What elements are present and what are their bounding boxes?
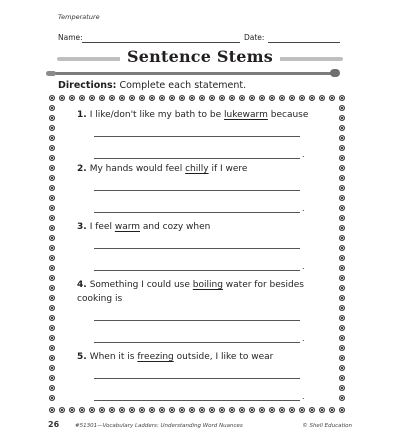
snowflake-dot-icon <box>339 105 344 110</box>
sentence-period: . <box>302 262 305 271</box>
snowflake-dot-icon <box>329 407 334 412</box>
snowflake-dot-icon <box>159 95 164 100</box>
snowflake-dot-icon <box>189 95 194 100</box>
snowflake-dot-icon <box>49 95 54 100</box>
snowflake-dot-icon <box>59 95 64 100</box>
answer-line[interactable] <box>94 378 300 379</box>
snowflake-dot-icon <box>339 255 344 260</box>
snowflake-dot-icon <box>269 95 274 100</box>
snowflake-dot-icon <box>279 407 284 412</box>
snowflake-dot-icon <box>339 175 344 180</box>
vocabulary-word: freezing <box>137 352 174 362</box>
snowflake-dot-icon <box>229 95 234 100</box>
snowflake-dot-icon <box>339 395 344 400</box>
answer-line[interactable] <box>94 136 300 137</box>
snowflake-dot-icon <box>49 275 54 280</box>
snowflake-dot-icon <box>49 195 54 200</box>
snowflake-dot-icon <box>339 345 344 350</box>
snowflake-dot-icon <box>219 407 224 412</box>
snowflake-dot-icon <box>199 95 204 100</box>
snowflake-dot-icon <box>309 95 314 100</box>
statement-item <box>77 108 309 122</box>
answer-line[interactable] <box>94 270 300 271</box>
snowflake-dot-icon <box>59 407 64 412</box>
snowflake-dot-icon <box>49 407 54 412</box>
snowflake-dot-icon <box>339 215 344 220</box>
snowflake-dot-icon <box>49 335 54 340</box>
publisher-credit: © Shell Education <box>302 423 352 429</box>
snowflake-dot-icon <box>49 345 54 350</box>
divider-end-right <box>330 69 340 77</box>
snowflake-dot-icon <box>79 95 84 100</box>
snowflake-dot-icon <box>309 407 314 412</box>
vocabulary-word: boiling <box>192 280 223 290</box>
answer-line[interactable] <box>94 342 300 343</box>
snowflake-dot-icon <box>339 355 344 360</box>
statement-number: 4. <box>77 280 87 290</box>
statement-number: 1. <box>77 110 87 120</box>
snowflake-dot-icon <box>339 375 344 380</box>
snowflake-dot-icon <box>239 95 244 100</box>
name-field-line[interactable] <box>82 42 240 43</box>
snowflake-dot-icon <box>339 407 344 412</box>
statement-item <box>77 278 309 306</box>
page-number: 26 <box>48 420 60 429</box>
snowflake-dot-icon <box>69 95 74 100</box>
snowflake-dot-icon <box>49 355 54 360</box>
snowflake-dot-icon <box>149 95 154 100</box>
statement-text-after: water for besides cooking is <box>77 280 304 304</box>
snowflake-dot-icon <box>49 395 54 400</box>
statement-number: 2. <box>77 164 87 174</box>
snowflake-dot-icon <box>119 95 124 100</box>
snowflake-dot-icon <box>49 145 54 150</box>
snowflake-dot-icon <box>339 225 344 230</box>
snowflake-dot-icon <box>259 407 264 412</box>
statement-item <box>77 220 309 234</box>
answer-line[interactable] <box>94 400 300 401</box>
directions-text: Complete each statement. <box>119 80 247 91</box>
snowflake-dot-icon <box>339 135 344 140</box>
snowflake-dot-icon <box>89 407 94 412</box>
snowflake-dot-icon <box>319 407 324 412</box>
snowflake-dot-icon <box>49 105 54 110</box>
statement-text-before: I like/don't like my bath to be <box>89 110 222 120</box>
snowflake-dot-icon <box>49 315 54 320</box>
snowflake-dot-icon <box>339 185 344 190</box>
snowflake-dot-icon <box>49 205 54 210</box>
snowflake-dot-icon <box>249 407 254 412</box>
snowflake-dot-icon <box>49 155 54 160</box>
snowflake-dot-icon <box>69 407 74 412</box>
snowflake-dot-icon <box>109 407 114 412</box>
snowflake-dot-icon <box>49 305 54 310</box>
answer-line[interactable] <box>94 190 300 191</box>
sentence-period: . <box>302 150 305 159</box>
vocabulary-word: lukewarm <box>224 110 268 120</box>
snowflake-dot-icon <box>139 407 144 412</box>
vocabulary-word: chilly <box>185 164 209 174</box>
snowflake-dot-icon <box>339 315 344 320</box>
answer-line[interactable] <box>94 158 300 159</box>
snowflake-dot-icon <box>49 225 54 230</box>
snowflake-dot-icon <box>339 95 344 100</box>
snowflake-dot-icon <box>49 385 54 390</box>
snowflake-dot-icon <box>79 407 84 412</box>
snowflake-dot-icon <box>269 407 274 412</box>
snowflake-dot-icon <box>49 185 54 190</box>
name-label: Name: <box>58 33 83 42</box>
snowflake-dot-icon <box>49 165 54 170</box>
date-field-line[interactable] <box>268 42 340 43</box>
snowflake-dot-icon <box>279 95 284 100</box>
answer-line[interactable] <box>94 320 300 321</box>
snowflake-dot-icon <box>339 305 344 310</box>
snowflake-dot-icon <box>239 407 244 412</box>
snowflake-dot-icon <box>259 95 264 100</box>
sentence-period: . <box>302 334 305 343</box>
snowflake-dot-icon <box>339 275 344 280</box>
snowflake-dot-icon <box>339 195 344 200</box>
snowflake-dot-icon <box>339 115 344 120</box>
vocabulary-word: warm <box>114 222 141 232</box>
date-label: Date: <box>244 33 265 42</box>
answer-line[interactable] <box>94 248 300 249</box>
snowflake-dot-icon <box>49 265 54 270</box>
snowflake-dot-icon <box>49 285 54 290</box>
snowflake-dot-icon <box>99 95 104 100</box>
statement-text-before: When it is <box>89 352 135 362</box>
snowflake-dot-icon <box>129 407 134 412</box>
snowflake-dot-icon <box>339 335 344 340</box>
snowflake-dot-icon <box>339 125 344 130</box>
snowflake-dot-icon <box>339 365 344 370</box>
snowflake-dot-icon <box>169 95 174 100</box>
directions <box>58 80 246 91</box>
snowflake-dot-icon <box>129 95 134 100</box>
snowflake-dot-icon <box>49 375 54 380</box>
page-footer <box>0 419 400 433</box>
directions-label: Directions: <box>58 80 117 91</box>
snowflake-dot-icon <box>49 365 54 370</box>
snowflake-dot-icon <box>339 285 344 290</box>
snowflake-dot-icon <box>299 95 304 100</box>
statement-item <box>77 162 309 176</box>
snowflake-dot-icon <box>159 407 164 412</box>
snowflake-dot-icon <box>49 175 54 180</box>
snowflake-dot-icon <box>49 325 54 330</box>
snowflake-dot-icon <box>339 295 344 300</box>
snowflake-dot-icon <box>139 95 144 100</box>
snowflake-dot-icon <box>49 235 54 240</box>
snowflake-dot-icon <box>219 95 224 100</box>
snowflake-dot-icon <box>339 165 344 170</box>
statement-text-before: I feel <box>89 222 112 232</box>
snowflake-dot-icon <box>49 125 54 130</box>
snowflake-dot-icon <box>329 95 334 100</box>
snowflake-dot-icon <box>99 407 104 412</box>
statement-text-after: and cozy when <box>142 222 211 232</box>
source-credit: #51301—Vocabulary Ladders: Understanding Word Nuances <box>75 423 243 429</box>
statement-text-before: Something I could use <box>89 280 190 290</box>
snowflake-dot-icon <box>249 95 254 100</box>
divider-rule <box>54 72 332 75</box>
page-title: Sentence Stems <box>57 47 343 66</box>
topic-label: Temperature <box>58 13 100 21</box>
statement-text-before: My hands would feel <box>89 164 183 174</box>
snowflake-dot-icon <box>229 407 234 412</box>
snowflake-dot-icon <box>209 407 214 412</box>
snowflake-dot-icon <box>339 235 344 240</box>
snowflake-dot-icon <box>49 245 54 250</box>
snowflake-dot-icon <box>339 385 344 390</box>
snowflake-dot-icon <box>149 407 154 412</box>
snowflake-dot-icon <box>339 245 344 250</box>
snowflake-dot-icon <box>339 265 344 270</box>
sentence-period: . <box>302 204 305 213</box>
snowflake-dot-icon <box>199 407 204 412</box>
statement-number: 3. <box>77 222 87 232</box>
snowflake-dot-icon <box>49 255 54 260</box>
snowflake-dot-icon <box>49 115 54 120</box>
answer-line[interactable] <box>94 212 300 213</box>
snowflake-dot-icon <box>339 325 344 330</box>
snowflake-dot-icon <box>339 205 344 210</box>
snowflake-dot-icon <box>339 155 344 160</box>
snowflake-dot-icon <box>119 407 124 412</box>
title-banner <box>57 47 343 71</box>
statement-item <box>77 350 309 364</box>
snowflake-dot-icon <box>49 135 54 140</box>
snowflake-dot-icon <box>109 95 114 100</box>
statement-text-after: outside, I like to wear <box>176 352 274 362</box>
snowflake-dot-icon <box>289 95 294 100</box>
statement-number: 5. <box>77 352 87 362</box>
snowflake-dot-icon <box>319 95 324 100</box>
statement-text-after: because <box>270 110 309 120</box>
snowflake-dot-icon <box>289 407 294 412</box>
snowflake-dot-icon <box>49 215 54 220</box>
statement-text-after: if I were <box>211 164 248 174</box>
snowflake-dot-icon <box>209 95 214 100</box>
snowflake-dot-icon <box>339 145 344 150</box>
snowflake-dot-icon <box>179 407 184 412</box>
snowflake-dot-icon <box>189 407 194 412</box>
snowflake-dot-icon <box>179 95 184 100</box>
snowflake-dot-icon <box>299 407 304 412</box>
sentence-period: . <box>302 392 305 401</box>
snowflake-dot-icon <box>49 295 54 300</box>
snowflake-dot-icon <box>89 95 94 100</box>
divider-end-left <box>46 71 56 76</box>
snowflake-dot-icon <box>169 407 174 412</box>
